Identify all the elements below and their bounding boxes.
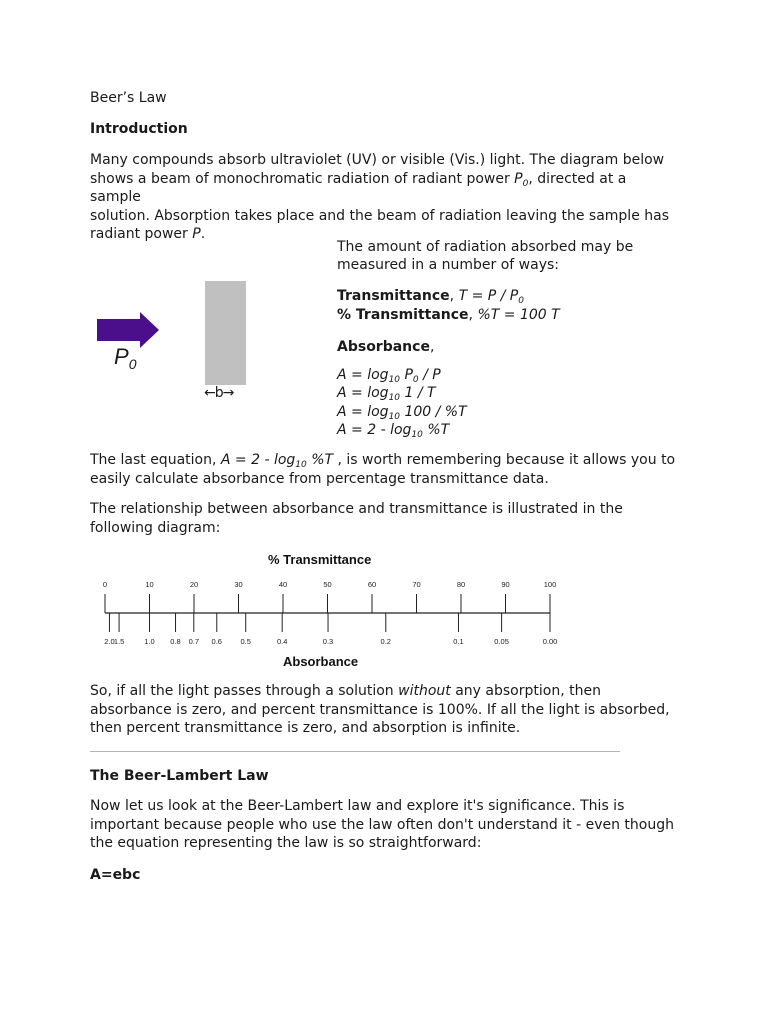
- absorbance-label: Absorbance: [337, 339, 430, 355]
- last-equation-paragraph: [90, 451, 680, 488]
- separator: ,: [449, 288, 459, 304]
- eq-text: %T: [306, 452, 334, 468]
- so-line-1: [90, 682, 680, 701]
- absorbance-tick-label: 0.3: [322, 637, 334, 646]
- relationship-paragraph: [90, 500, 680, 537]
- beer-lambert-heading: The Beer-Lambert Law: [90, 768, 269, 784]
- absorbance-eq-1: [337, 366, 441, 385]
- measure-line-2: measured in a number of ways:: [337, 257, 559, 273]
- transmittance-tick-label: 10: [145, 580, 154, 589]
- intro-text: shows a beam of monochromatic radiation of radiant power: [90, 170, 515, 187]
- measure-line-1: The amount of radiation absorbed may be: [337, 239, 634, 255]
- transmittance-tick-label: 30: [234, 580, 243, 589]
- so-line-3: then percent transmittance is zero, and absorption is infinite.: [90, 720, 521, 736]
- p0-symbol: P: [514, 170, 523, 187]
- p-symbol: P: [192, 226, 201, 242]
- absorbance-tick-label: 0.1: [453, 637, 464, 646]
- eq-subscript: 10: [388, 412, 401, 422]
- eq-text: A = 2 - log: [220, 452, 296, 468]
- p0-diagram-subscript: 0: [128, 356, 137, 372]
- intro-line-1: Many compounds absorb ultraviolet (UV) or visible (Vis.) light. The diagram below: [90, 152, 665, 168]
- absorbance-tick-label: 0.8: [170, 637, 181, 646]
- separator: ,: [429, 339, 435, 355]
- transmittance-tick-label: 0: [102, 580, 108, 589]
- beam-diagram: [95, 278, 265, 400]
- eq-text: / P: [418, 367, 441, 383]
- absorbance-tick-label: 0.6: [211, 637, 222, 646]
- p0-diagram-symbol: P: [114, 344, 129, 369]
- p0-subscript: 0: [522, 178, 529, 189]
- eq-text: A = log: [337, 385, 389, 401]
- p0-diagram-label: [114, 344, 136, 372]
- eq-text: A = 2 - log: [337, 422, 412, 438]
- eq-text: %T: [422, 422, 450, 438]
- absorbance-tick-label: 1.5: [113, 637, 125, 646]
- absorbance-tick-label: 1.0: [144, 637, 155, 646]
- intro-text: radiant power: [90, 226, 193, 242]
- eq-subscript: 10: [388, 393, 401, 403]
- absorbance-tick-label: 0.05: [494, 637, 509, 646]
- bl-line-2: important because people who use the law often don't understand it - even though: [90, 816, 674, 833]
- absorbance-tick-label: 0.5: [240, 637, 251, 646]
- transmittance-tick-label: 100: [543, 580, 557, 589]
- transmittance-label: Transmittance: [337, 288, 450, 304]
- absorbance-tick-label: 0.4: [276, 637, 288, 646]
- transmittance-tick-label: 90: [501, 580, 510, 589]
- absorbance-tick-label: 2.0: [104, 637, 115, 646]
- pct-transmittance-line: [337, 306, 560, 325]
- absorbance-scale-title: Absorbance: [283, 654, 359, 669]
- pct-transmittance-formula: %T = 100 T: [477, 307, 560, 323]
- last-eq-line-2: easily calculate absorbance from percentage transmittance data.: [90, 470, 549, 487]
- eq-subscript: 10: [295, 460, 307, 470]
- beer-lambert-equation: A=ebc: [90, 867, 141, 883]
- eq-text: A = log: [337, 404, 389, 420]
- eq-text: 1 / T: [400, 385, 436, 401]
- relationship-line-2: following diagram:: [90, 519, 221, 536]
- transmittance-tick-label: 50: [323, 580, 332, 589]
- absorbance-eq-4: [337, 421, 449, 440]
- document-title: Beer’s Law: [90, 90, 167, 106]
- intro-line-2: [90, 170, 680, 207]
- transmittance-subscript: 0: [518, 296, 524, 306]
- absorbance-tick-label: 0.2: [380, 637, 391, 646]
- absorbance-eq-3: [337, 403, 467, 422]
- path-length-label: ←b→: [204, 385, 234, 401]
- so-line-2: absorbance is zero, and percent transmittance is 100%. If all the light is absorbed,: [90, 701, 670, 718]
- relationship-line-1: The relationship between absorbance and transmittance is illustrated in the: [90, 501, 623, 517]
- beam-arrow: [97, 312, 159, 348]
- eq-text: 100 / %T: [400, 404, 467, 420]
- pct-transmittance-label: % Transmittance: [337, 307, 469, 323]
- text: So, if all the light passes through a solution: [90, 683, 399, 699]
- beer-lambert-paragraph: [90, 797, 680, 853]
- text: any absorption, then: [450, 683, 601, 699]
- transmittance-formula: T = P / P: [458, 288, 519, 304]
- transmittance-tick-label: 20: [189, 580, 199, 589]
- intro-text: , directed at a sample: [90, 170, 627, 205]
- absorbance-tick-label: 0.7: [188, 637, 200, 646]
- last-eq-line-1: [90, 451, 680, 470]
- absorbance-eq-2: [337, 384, 436, 403]
- eq-text: A = log: [337, 367, 389, 383]
- transmittance-scale-title: % Transmittance: [268, 552, 372, 567]
- eq-subscript: 10: [411, 430, 423, 440]
- transmittance-tick-label: 70: [412, 580, 421, 589]
- absorbance-tick-label: 0.00: [542, 637, 558, 646]
- eq-subscript: 0: [412, 375, 419, 385]
- text: , is worth remembering because it allows you to: [333, 452, 676, 468]
- intro-paragraph: [90, 151, 680, 244]
- text: The last equation,: [90, 452, 221, 468]
- horizontal-rule: [90, 751, 620, 752]
- intro-line-3: solution. Absorption takes place and the beam of radiation leaving the sample has: [90, 207, 669, 224]
- eq-subscript: 10: [388, 375, 401, 385]
- eq-text: P: [400, 367, 413, 383]
- introduction-heading: Introduction: [90, 121, 188, 137]
- intro-text: .: [200, 226, 206, 242]
- so-paragraph: [90, 682, 680, 738]
- absorbance-heading: [337, 338, 434, 357]
- separator: ,: [468, 307, 478, 323]
- scale-diagram: [95, 575, 570, 653]
- sample-cell: [205, 281, 246, 385]
- transmittance-tick-label: 40: [278, 580, 288, 589]
- bl-line-3: the equation representing the law is so straightforward:: [90, 835, 482, 851]
- emphasis: without: [398, 683, 451, 699]
- bl-line-1: Now let us look at the Beer-Lambert law and explore it's significance. This is: [90, 798, 625, 814]
- transmittance-line: [337, 287, 524, 306]
- transmittance-tick-label: 60: [367, 580, 377, 589]
- transmittance-tick-label: 80: [456, 580, 466, 589]
